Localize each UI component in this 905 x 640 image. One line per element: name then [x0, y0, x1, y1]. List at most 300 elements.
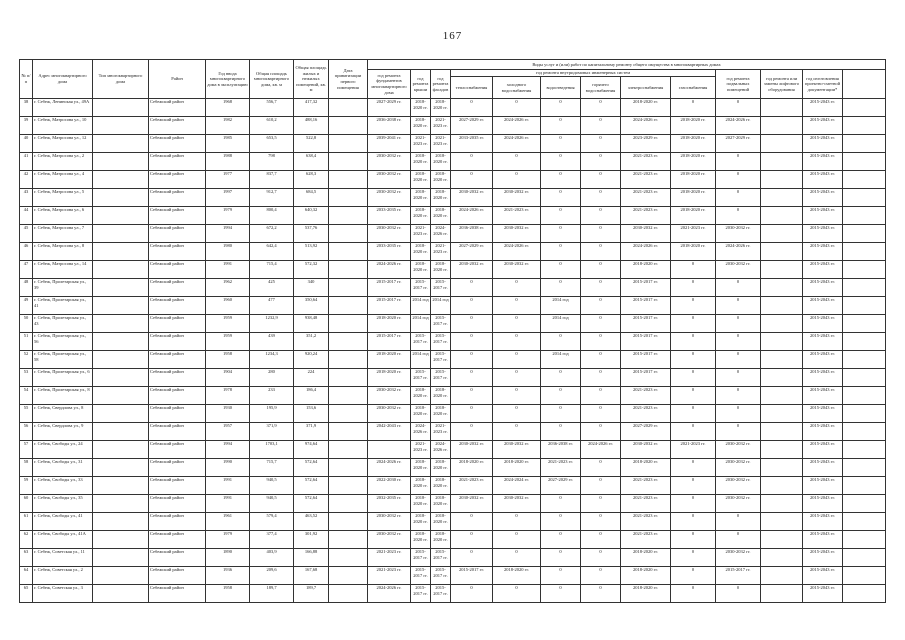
cell-design: 2015-2043 гг. [803, 585, 843, 603]
cell-design: 2015-2043 гг. [803, 297, 843, 315]
cell-sewer: 0 [541, 567, 581, 585]
cell-design: 2015-2043 гг. [803, 513, 843, 531]
cell-priv [329, 153, 368, 171]
cell-facade: 2018-2020 гг. [431, 171, 451, 189]
cell-facade: 2021-2023 гг. [431, 243, 451, 261]
cell-cold: 0 [493, 297, 541, 315]
cell-elevator [761, 477, 803, 495]
cell-foundation: 2018-2020 гг. [368, 369, 411, 387]
cell-sewer: 0 [541, 135, 581, 153]
cell-heat: 0 [451, 171, 493, 189]
cell-hot: 0 [581, 279, 621, 297]
cell-heat: 0 [451, 387, 493, 405]
cell-facade: 2018-2020 гг. [431, 459, 451, 477]
cell-roof: 2015-2017 гг. [411, 333, 431, 351]
cell-facade: 2015-2017 гг. [431, 585, 451, 603]
cell-address: г. Себеж, Свободы ул., 33 [33, 477, 93, 495]
cell-total-area: 912,7 [250, 189, 294, 207]
cell-gas: 0 [671, 531, 716, 549]
cell-priv [329, 135, 368, 153]
cell-design: 2015-2043 гг. [803, 189, 843, 207]
cell-roof: 2018-2020 гг. [411, 387, 431, 405]
cell-hot: 0 [581, 261, 621, 279]
cell-priv [329, 171, 368, 189]
cell-basement: 0 [716, 405, 761, 423]
cell-gas: 0 [671, 423, 716, 441]
cell-roof: 2018-2020 гг. [411, 477, 431, 495]
cell-empty [843, 135, 886, 153]
cell-foundation: 2015-2017 гг. [368, 279, 411, 297]
cell-facade: 2024-2026 гг. [431, 441, 451, 459]
cell-living-area: 640,32 [294, 207, 329, 225]
table-row [20, 297, 886, 315]
cell-facade: 2015-2017 гг. [431, 549, 451, 567]
cell-sewer: 0 [541, 243, 581, 261]
cell-total-area: 1232,9 [250, 315, 294, 333]
cell-living-area: 301,92 [294, 531, 329, 549]
cell-design: 2015-2043 гг. [803, 243, 843, 261]
cell-no: 61 [20, 513, 33, 531]
cell-no: 52 [20, 351, 33, 369]
cell-elec: 2018-2020 гг. [621, 99, 671, 117]
cell-living-area: 350,64 [294, 297, 329, 315]
cell-empty [843, 351, 886, 369]
cell-sewer: 2014 год [541, 297, 581, 315]
cell-elec: 2015-2017 гг. [621, 351, 671, 369]
cell-year: 1958 [206, 585, 250, 603]
cell-type [93, 369, 149, 387]
table-row [20, 117, 886, 135]
cell-foundation: 2030-2032 гг. [368, 153, 411, 171]
cell-year: 1980 [206, 243, 250, 261]
cell-roof: 2018-2020 гг. [411, 171, 431, 189]
header-roof: год ремонта крыши [411, 70, 431, 99]
cell-year: 1988 [206, 153, 250, 171]
cell-elec: 2030-2032 гг. [621, 225, 671, 243]
cell-gas: 0 [671, 477, 716, 495]
cell-elevator [761, 117, 803, 135]
cell-cold: 0 [493, 531, 541, 549]
cell-facade: 2018-2020 гг. [431, 387, 451, 405]
cell-district: Себежский район [149, 477, 206, 495]
cell-type [93, 261, 149, 279]
cell-hot: 0 [581, 207, 621, 225]
cell-hot: 2024-2026 гг. [581, 441, 621, 459]
cell-foundation: 2015-2017 гг. [368, 297, 411, 315]
cell-type [93, 117, 149, 135]
cell-elec: 2021-2023 гг. [621, 531, 671, 549]
cell-foundation: 2036-2038 гг. [368, 117, 411, 135]
cell-address: г. Себеж, Пролетарская ул., 41 [33, 297, 93, 315]
cell-hot: 0 [581, 333, 621, 351]
cell-hot: 0 [581, 117, 621, 135]
cell-elevator [761, 441, 803, 459]
cell-no: 38 [20, 99, 33, 117]
cell-priv [329, 567, 368, 585]
cell-cold: 0 [493, 351, 541, 369]
cell-living-area: 340 [294, 279, 329, 297]
cell-elevator [761, 369, 803, 387]
cell-design: 2015-2043 гг. [803, 495, 843, 513]
cell-hot: 0 [581, 423, 621, 441]
cell-year: 1959 [206, 333, 250, 351]
cell-district: Себежский район [149, 513, 206, 531]
cell-elec: 2021-2023 гг. [621, 495, 671, 513]
cell-design: 2015-2043 гг. [803, 549, 843, 567]
cell-total-area: 653,5 [250, 135, 294, 153]
cell-roof: 2015-2017 гг. [411, 567, 431, 585]
cell-elevator [761, 261, 803, 279]
cell-elevator [761, 459, 803, 477]
cell-roof: 2018-2020 гг. [411, 531, 431, 549]
cell-elec: 2021-2023 гг. [621, 477, 671, 495]
cell-total-area: 280 [250, 369, 294, 387]
header-empty [843, 70, 886, 99]
cell-no: 39 [20, 117, 33, 135]
cell-living-area: 572,64 [294, 495, 329, 513]
cell-foundation: 2030-2032 гг. [368, 171, 411, 189]
cell-year: 1994 [206, 441, 250, 459]
table-row [20, 99, 886, 117]
cell-design: 2015-2043 гг. [803, 171, 843, 189]
cell-priv [329, 225, 368, 243]
table-row [20, 135, 886, 153]
table-row [20, 423, 886, 441]
cell-district: Себежский район [149, 387, 206, 405]
cell-type [93, 153, 149, 171]
cell-heat: 0 [451, 513, 493, 531]
cell-cold: 0 [493, 369, 541, 387]
cell-priv [329, 351, 368, 369]
cell-type [93, 135, 149, 153]
cell-foundation: 2030-2032 гг. [368, 513, 411, 531]
header-foundation: год ремонта фундаментов многоквартирного дома [368, 70, 411, 99]
cell-district: Себежский район [149, 531, 206, 549]
cell-roof: 2018-2020 гг. [411, 459, 431, 477]
cell-empty [843, 405, 886, 423]
cell-heat: 0 [451, 279, 493, 297]
cell-address: г. Себеж, Пролетарская ул., 39 [33, 279, 93, 297]
cell-address: г. Себеж, Свободы ул., 41А [33, 531, 93, 549]
cell-heat: 2030-2032 гг. [451, 261, 493, 279]
cell-priv [329, 333, 368, 351]
cell-cold: 0 [493, 513, 541, 531]
cell-roof: 2015-2017 гг. [411, 279, 431, 297]
cell-heat: 0 [451, 333, 493, 351]
cell-foundation: 2022-2030 гг. [368, 477, 411, 495]
cell-priv [329, 405, 368, 423]
cell-address: г. Себеж, Свободы ул., 41 [33, 513, 93, 531]
header-cold-water: холодного водоснабжения [493, 77, 541, 99]
cell-facade: 2021-2023 гг. [431, 135, 451, 153]
cell-year: 1961 [206, 513, 250, 531]
cell-facade: 2018-2020 гг. [431, 99, 451, 117]
cell-no: 42 [20, 171, 33, 189]
cell-heat: 0 [451, 369, 493, 387]
cell-design: 2015-2043 гг. [803, 279, 843, 297]
cell-foundation: 2021-2023 гг. [368, 567, 411, 585]
cell-year: 1890 [206, 549, 250, 567]
header-works-group: Виды услуг и (или) работ по капитальному ремонту общего имущества в многоквартирных домах [368, 60, 886, 70]
cell-hot: 0 [581, 567, 621, 585]
cell-foundation: 2030-2032 гг. [368, 405, 411, 423]
cell-district: Себежский район [149, 135, 206, 153]
cell-no: 41 [20, 153, 33, 171]
header-sewer: водоотведения [541, 77, 581, 99]
cell-empty [843, 171, 886, 189]
cell-year: 1991 [206, 261, 250, 279]
cell-living-area: 572,32 [294, 261, 329, 279]
cell-basement: 2030-2032 гг. [716, 459, 761, 477]
cell-priv [329, 459, 368, 477]
cell-cold: 0 [493, 405, 541, 423]
cell-heat: 0 [451, 423, 493, 441]
cell-no: 57 [20, 441, 33, 459]
cell-no: 53 [20, 369, 33, 387]
cell-type [93, 423, 149, 441]
cell-roof: 2015-2017 гг. [411, 549, 431, 567]
cell-living-area: 537,76 [294, 225, 329, 243]
cell-elec: 2018-2020 гг. [621, 549, 671, 567]
cell-year: 1936 [206, 567, 250, 585]
cell-basement: 2030-2032 гг. [716, 261, 761, 279]
cell-hot: 0 [581, 477, 621, 495]
cell-facade: 2018-2020 гг. [431, 531, 451, 549]
cell-type [93, 441, 149, 459]
cell-foundation: 2024-2026 гг. [368, 459, 411, 477]
cell-foundation: 2030-2032 гг. [368, 531, 411, 549]
cell-elec: 2021-2023 гг. [621, 405, 671, 423]
cell-heat: 2030-2032 гг. [451, 441, 493, 459]
cell-year: 1957 [206, 423, 250, 441]
cell-empty [843, 531, 886, 549]
cell-cold: 0 [493, 99, 541, 117]
cell-priv [329, 531, 368, 549]
cell-cold: 2021-2023 гг. [493, 207, 541, 225]
cell-elevator [761, 405, 803, 423]
cell-design: 2015-2043 гг. [803, 207, 843, 225]
cell-hot: 0 [581, 495, 621, 513]
cell-type [93, 207, 149, 225]
cell-heat: 2030-2032 гг. [451, 495, 493, 513]
cell-elevator [761, 549, 803, 567]
cell-district: Себежский район [149, 207, 206, 225]
table-row [20, 531, 886, 549]
cell-type [93, 315, 149, 333]
cell-address: г. Себеж, Матросова ул., 5 [33, 189, 93, 207]
cell-living-area: 153,6 [294, 405, 329, 423]
cell-no: 49 [20, 297, 33, 315]
cell-sewer: 0 [541, 495, 581, 513]
cell-address: г. Себеж, Свердлова ул., 9 [33, 423, 93, 441]
table-row [20, 369, 886, 387]
cell-foundation: 2030-2032 гг. [368, 225, 411, 243]
cell-gas: 0 [671, 585, 716, 603]
header-elevator: год ремонта или замены лифтового оборудования [761, 70, 803, 99]
cell-gas: 0 [671, 567, 716, 585]
cell-heat: 0 [451, 351, 493, 369]
table-row [20, 225, 886, 243]
cell-roof: 2014 год [411, 315, 431, 333]
cell-basement: 0 [716, 153, 761, 171]
cell-elec: 2015-2017 гг. [621, 297, 671, 315]
cell-gas: 2018-2020 гг. [671, 207, 716, 225]
cell-living-area: 351,2 [294, 333, 329, 351]
cell-type [93, 171, 149, 189]
cell-basement: 0 [716, 315, 761, 333]
cell-facade: 2015-2017 гг. [431, 351, 451, 369]
cell-roof: 2018-2020 гг. [411, 189, 431, 207]
cell-type [93, 243, 149, 261]
cell-empty [843, 567, 886, 585]
cell-roof: 2018-2020 гг. [411, 243, 431, 261]
cell-total-area: 556,7 [250, 99, 294, 117]
cell-living-area: 513,92 [294, 243, 329, 261]
cell-no: 44 [20, 207, 33, 225]
cell-address: г. Себеж, Ленинская ул., 49А [33, 99, 93, 117]
cell-year: 1991 [206, 495, 250, 513]
cell-empty [843, 261, 886, 279]
cell-sewer: 2014 год [541, 315, 581, 333]
cell-type [93, 387, 149, 405]
cell-address: г. Себеж, Матросова ул., 7 [33, 225, 93, 243]
cell-district: Себежский район [149, 495, 206, 513]
cell-elevator [761, 153, 803, 171]
cell-living-area: 463,52 [294, 513, 329, 531]
cell-priv [329, 585, 368, 603]
cell-foundation: 2033-2035 гг. [368, 207, 411, 225]
cell-foundation: 2024-2026 гг. [368, 261, 411, 279]
cell-elec: 2024-2026 гг. [621, 117, 671, 135]
cell-total-area: 425 [250, 279, 294, 297]
cell-cold: 0 [493, 279, 541, 297]
cell-year: 1997 [206, 189, 250, 207]
cell-total-area: 715,4 [250, 261, 294, 279]
cell-hot: 0 [581, 351, 621, 369]
cell-basement: 0 [716, 333, 761, 351]
cell-district: Себежский район [149, 153, 206, 171]
cell-gas: 2018-2020 гг. [671, 243, 716, 261]
cell-elec: 2021-2023 гг. [621, 171, 671, 189]
cell-elevator [761, 567, 803, 585]
cell-address: г. Себеж, Советская ул., 3 [33, 585, 93, 603]
cell-empty [843, 279, 886, 297]
table-row [20, 585, 886, 603]
cell-hot: 0 [581, 315, 621, 333]
cell-basement: 2024-2026 гг. [716, 117, 761, 135]
cell-sewer: 0 [541, 261, 581, 279]
table-row [20, 171, 886, 189]
cell-empty [843, 333, 886, 351]
cell-living-area: 167,68 [294, 567, 329, 585]
cell-empty [843, 549, 886, 567]
cell-sewer: 0 [541, 171, 581, 189]
cell-roof: 2018-2020 гг. [411, 99, 431, 117]
cell-heat: 2027-2029 гг. [451, 243, 493, 261]
cell-elevator [761, 297, 803, 315]
cell-type [93, 585, 149, 603]
cell-heat: 2015-2017 гг. [451, 567, 493, 585]
cell-cold: 0 [493, 387, 541, 405]
header-no: № п/п [20, 60, 33, 99]
cell-basement: 0 [716, 585, 761, 603]
cell-elevator [761, 207, 803, 225]
cell-elevator [761, 99, 803, 117]
cell-gas: 0 [671, 315, 716, 333]
cell-sewer: 0 [541, 531, 581, 549]
cell-total-area: 377,4 [250, 531, 294, 549]
cell-no: 56 [20, 423, 33, 441]
cell-facade: 2018-2020 гг. [431, 207, 451, 225]
cell-elec: 2018-2020 гг. [621, 567, 671, 585]
cell-living-area: 189,7 [294, 585, 329, 603]
cell-foundation: 2021-2023 гг. [368, 549, 411, 567]
cell-address: г. Себеж, Пролетарская ул., 56 [33, 333, 93, 351]
cell-district: Себежский район [149, 189, 206, 207]
cell-total-area: 672,2 [250, 225, 294, 243]
cell-foundation: 2039-2041 гг. [368, 135, 411, 153]
table-row [20, 477, 886, 495]
cell-empty [843, 225, 886, 243]
cell-district: Себежский район [149, 459, 206, 477]
cell-foundation: 2030-2032 гг. [368, 387, 411, 405]
cell-basement: 0 [716, 423, 761, 441]
cell-district: Себежский район [149, 423, 206, 441]
cell-type [93, 459, 149, 477]
cell-no: 64 [20, 567, 33, 585]
cell-gas: 2021-2023 гг. [671, 441, 716, 459]
cell-priv [329, 117, 368, 135]
cell-gas: 0 [671, 495, 716, 513]
cell-type [93, 99, 149, 117]
cell-priv [329, 477, 368, 495]
cell-elec: 2021-2023 гг. [621, 387, 671, 405]
table-row [20, 567, 886, 585]
header-design-docs: год изготовления проектно-сметной документации* [803, 70, 843, 99]
cell-foundation: 2024-2026 гг. [368, 585, 411, 603]
cell-sewer: 0 [541, 333, 581, 351]
cell-empty [843, 387, 886, 405]
cell-heat: 0 [451, 297, 493, 315]
cell-total-area: 477 [250, 297, 294, 315]
cell-design: 2015-2043 гг. [803, 333, 843, 351]
cell-address: г. Себеж, Советская ул., 11 [33, 549, 93, 567]
cell-empty [843, 459, 886, 477]
cell-cold: 2024-2024 гг. [493, 477, 541, 495]
cell-heat: 2024-2026 гг. [451, 207, 493, 225]
header-engineering-group: год ремонта внутридомовых инженерных систем [451, 70, 716, 77]
cell-facade: 2015-2017 гг. [431, 279, 451, 297]
cell-living-area: 684,5 [294, 189, 329, 207]
cell-total-area: 715,7 [250, 459, 294, 477]
cell-total-area: 940,5 [250, 477, 294, 495]
cell-foundation [368, 441, 411, 459]
cell-elec: 2021-2023 гг. [621, 153, 671, 171]
cell-cold: 0 [493, 171, 541, 189]
cell-type [93, 477, 149, 495]
cell-hot: 0 [581, 459, 621, 477]
cell-sewer: 0 [541, 513, 581, 531]
cell-priv [329, 99, 368, 117]
cell-elevator [761, 315, 803, 333]
cell-address: г. Себеж, Матросова ул., 12 [33, 135, 93, 153]
cell-heat: 0 [451, 585, 493, 603]
cell-gas: 0 [671, 369, 716, 387]
cell-heat: 0 [451, 405, 493, 423]
cell-living-area: 572,64 [294, 477, 329, 495]
cell-address: г. Себеж, Матросова ул., 8 [33, 243, 93, 261]
cell-heat: 0 [451, 531, 493, 549]
